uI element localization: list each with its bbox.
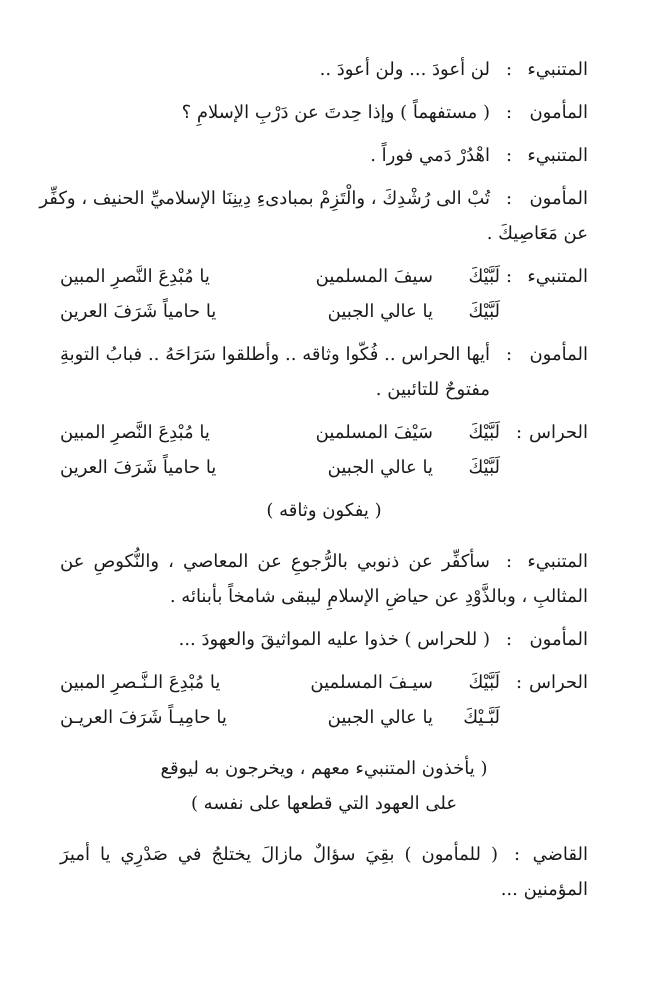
- speaker-name: المأمون: [529, 188, 588, 209]
- speaker-colon: :: [505, 188, 513, 209]
- verse-part: لَبَّيْكَ: [468, 457, 500, 478]
- verse-part: لَبَّيْكَ: [468, 266, 500, 287]
- speaker-name: المتنبيء: [527, 266, 588, 287]
- speaker-colon: :: [515, 422, 523, 443]
- dialogue-text: ( للحراس ) خذوا عليه المواثيقَ والعهودَ ...: [178, 629, 490, 650]
- dialogue-continuation: [60, 216, 588, 251]
- speaker-colon: :: [505, 59, 513, 80]
- dialogue-text: مفتوحٌ للتائبين .: [375, 379, 490, 400]
- verse-part: يا مُبْدِعَ النَّصرِ المبين: [60, 422, 210, 443]
- speaker-colon: :: [505, 266, 513, 287]
- verse-part: لَبَّـيْكَ: [463, 707, 500, 728]
- verse-line: [60, 665, 588, 700]
- verse-part: لَبَّيْكَ: [468, 301, 500, 322]
- speaker-name: الحراس: [528, 672, 588, 693]
- speaker-colon: :: [505, 551, 513, 572]
- verse-part: يا عالي الجبين: [327, 707, 433, 728]
- dialogue-continuation: [60, 372, 588, 407]
- speaker-name: المأمون: [529, 102, 588, 123]
- dialogue-line: [60, 622, 588, 657]
- speaker-name: المتنبيء: [527, 59, 588, 80]
- verse-part: يا حامِيـاً شَرَفَ العريـن: [60, 707, 227, 728]
- verse-line: [60, 450, 588, 485]
- dialogue-text: أيها الحراس .. فُكّوا وثاقه .. وأطلقوا سَرَاحَهُ .. فبابُ التوبةِ: [60, 344, 490, 365]
- verse-line: [60, 415, 588, 450]
- verse-line: [60, 259, 588, 294]
- dialogue-line: [60, 544, 588, 579]
- dialogue-continuation: [60, 579, 588, 614]
- speaker-colon: :: [505, 102, 513, 123]
- dialogue-text: المثالبِ ، وبالذَّوْدِ عن حياضِ الإسلامِ ليبقى شامخاً بأبنائه .: [169, 586, 588, 607]
- verse-part: سيفَ المسلمين: [315, 266, 433, 287]
- speaker-name: المأمون: [529, 344, 588, 365]
- verse-line: [60, 294, 588, 329]
- dialogue-line: [60, 52, 588, 87]
- verse-line: [60, 700, 588, 735]
- speaker-colon: :: [505, 629, 513, 650]
- verse-part: يا حامياً شَرَفَ العرين: [60, 457, 217, 478]
- dialogue-text: ( للمأمون ) بقِيَ سؤالٌ مازالَ يختلجُ في صَدْرِي يا أميرَ: [60, 844, 498, 865]
- speaker-name: القاضي: [532, 844, 588, 865]
- stage-direction: ( يأخذون المتنبيء معهم ، ويخرجون به ليوقع: [160, 758, 488, 779]
- speaker-name: المأمون: [529, 629, 588, 650]
- speaker-colon: :: [505, 145, 513, 166]
- verse-part: يا مُبْدِعَ الـنَّـصرِ المبين: [60, 672, 221, 693]
- dialogue-continuation: [60, 872, 588, 907]
- dialogue-line: [60, 138, 588, 173]
- stage-direction: ( يفكون وثاقه ): [266, 500, 382, 521]
- dialogue-text: عن مَعَاصِيكَ .: [486, 223, 588, 244]
- dialogue-line: [60, 95, 588, 130]
- verse-part: يا حامياً شَرَفَ العرين: [60, 301, 217, 322]
- dialogue-text: سأكفِّر عن ذنوبي بالرُّجوعِ عن المعاصي ، والنُّكوصِ عن: [60, 551, 490, 572]
- dialogue-line: [60, 337, 588, 372]
- verse-part: يا عالي الجبين: [327, 457, 433, 478]
- speaker-colon: :: [505, 344, 513, 365]
- verse-part: لَبَّيْكَ: [468, 672, 500, 693]
- speaker-name: المتنبيء: [527, 145, 588, 166]
- verse-part: يا عالي الجبين: [327, 301, 433, 322]
- dialogue-text: ( مستفهماً ) وإذا حِدتَ عن دَرْبِ الإسلامِ ؟: [181, 102, 490, 123]
- speaker-colon: :: [513, 844, 521, 865]
- verse-part: سَيْفَ المسلمين: [315, 422, 433, 443]
- verse-part: يا مُبْدِعَ النَّصرِ المبين: [60, 266, 210, 287]
- speaker-colon: :: [515, 672, 523, 693]
- dialogue-text: المؤمنين ...: [500, 879, 588, 900]
- dialogue-text: اهْدُرْ دَمي فوراً .: [370, 145, 490, 166]
- speaker-name: الحراس: [528, 422, 588, 443]
- dialogue-line: [39, 181, 588, 216]
- dialogue-text: تُبْ الى رُشْدِكَ ، والْتَزِمْ بمبادىءِ دِينِنَا الإسلاميِّ الحنيف ، وكفِّر: [39, 188, 490, 209]
- verse-part: سيـفَ المسلمين: [310, 672, 433, 693]
- speaker-name: المتنبيء: [527, 551, 588, 572]
- stage-direction: على العهود التي قطعها على نفسه ): [190, 793, 458, 814]
- dialogue-line: [60, 837, 588, 872]
- dialogue-text: لن أعودَ ... ولن أعودَ ..: [319, 59, 490, 80]
- verse-part: لَبَّيْكَ: [468, 422, 500, 443]
